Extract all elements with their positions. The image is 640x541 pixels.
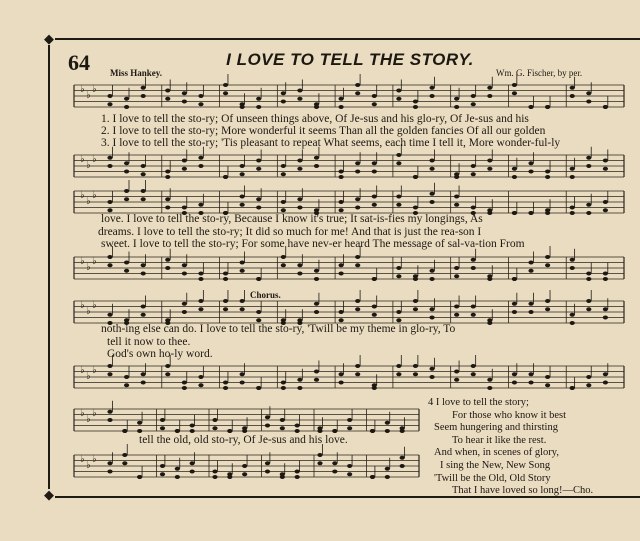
chorus-label: Chorus. <box>250 290 281 300</box>
svg-text:♭: ♭ <box>86 262 91 273</box>
verse-line: For those who know it best <box>452 409 567 421</box>
music-staff <box>74 152 624 182</box>
hymn-title: I LOVE TO TELL THE STORY. <box>226 50 474 69</box>
svg-text:♭: ♭ <box>86 196 91 207</box>
verse-line: To hear it like the rest. <box>452 434 547 446</box>
lyric-line: dreams. I love to tell the sto-ry; It did so much for me! And that is just the rea-son I <box>98 226 482 238</box>
music-staff <box>74 363 624 393</box>
svg-text:♭: ♭ <box>86 90 91 101</box>
corner-ornament: ◆ <box>44 31 54 46</box>
music-staff <box>74 406 419 436</box>
verse-line: That I have loved so long!—Cho. <box>452 485 594 497</box>
svg-text:♭: ♭ <box>92 190 97 201</box>
verse-line: And when, in scenes of glory, <box>434 447 560 459</box>
lyric-line: God's own ho-ly word. <box>107 348 213 360</box>
lyric-line: noth-ing else can do. I love to tell the sto-ry, 'Twill be my theme in glo-ry, To <box>101 323 456 335</box>
svg-text:♭: ♭ <box>92 154 97 165</box>
verse-line: Seem hungering and thirsting <box>434 422 558 434</box>
svg-text:♭: ♭ <box>80 256 85 267</box>
lyric-line: tell the old, old sto-ry, Of Je-sus and his love. <box>139 434 348 446</box>
page-number: 64 <box>68 50 90 75</box>
music-staff <box>74 452 419 482</box>
svg-text:♭: ♭ <box>80 154 85 165</box>
svg-text:♭: ♭ <box>86 306 91 317</box>
svg-text:♭: ♭ <box>92 365 97 376</box>
verse-line: I sing the New, New Song <box>440 459 551 471</box>
verse-line: 4 I love to tell the story; <box>428 397 529 408</box>
svg-text:♭: ♭ <box>80 190 85 201</box>
svg-text:♭: ♭ <box>80 84 85 95</box>
svg-text:♭: ♭ <box>92 84 97 95</box>
svg-text:♭: ♭ <box>80 408 85 419</box>
lyric-line: 3. I love to tell the sto-ry; 'Tis pleasant to repeat What seems, each time I tell it, More wonder-ful-ly <box>101 137 561 149</box>
corner-ornament: ◆ <box>44 487 54 502</box>
svg-text:♭: ♭ <box>86 460 91 471</box>
music-staff <box>74 82 624 112</box>
lyric-line: 1. I love to tell the sto-ry; Of unseen things above, Of Je-sus and his glo-ry, Of Je-sus and his <box>101 113 529 125</box>
lyric-line: tell it now to thee. <box>107 336 191 348</box>
lyric-line: sweet. I love to tell the sto-ry; For some have nev-er heard The message of sal-va-tion From <box>101 238 525 250</box>
lyric-line: 2. I love to tell the sto-ry; More wonderful it seems Than all the golden fancies Of all our golden <box>101 125 546 137</box>
lyric-line: love. I love to tell the sto-ry, Because I know it's true; It sat-is-fies my longings, As <box>101 213 483 225</box>
svg-text:♭: ♭ <box>80 365 85 376</box>
svg-text:♭: ♭ <box>92 256 97 267</box>
svg-text:♭: ♭ <box>92 454 97 465</box>
svg-text:♭: ♭ <box>92 408 97 419</box>
verse-line: 'Twill be the Old, Old Story <box>434 472 551 484</box>
lyricist-credit: Miss Hankey. <box>110 68 163 78</box>
svg-text:♭: ♭ <box>80 454 85 465</box>
composer-credit: Wm. G. Fischer, by per. <box>496 68 583 78</box>
svg-text:♭: ♭ <box>92 300 97 311</box>
svg-text:♭: ♭ <box>86 371 91 382</box>
svg-text:♭: ♭ <box>86 414 91 425</box>
music-staff <box>74 254 624 284</box>
svg-text:♭: ♭ <box>86 160 91 171</box>
svg-text:♭: ♭ <box>80 300 85 311</box>
verse-four <box>428 397 593 498</box>
